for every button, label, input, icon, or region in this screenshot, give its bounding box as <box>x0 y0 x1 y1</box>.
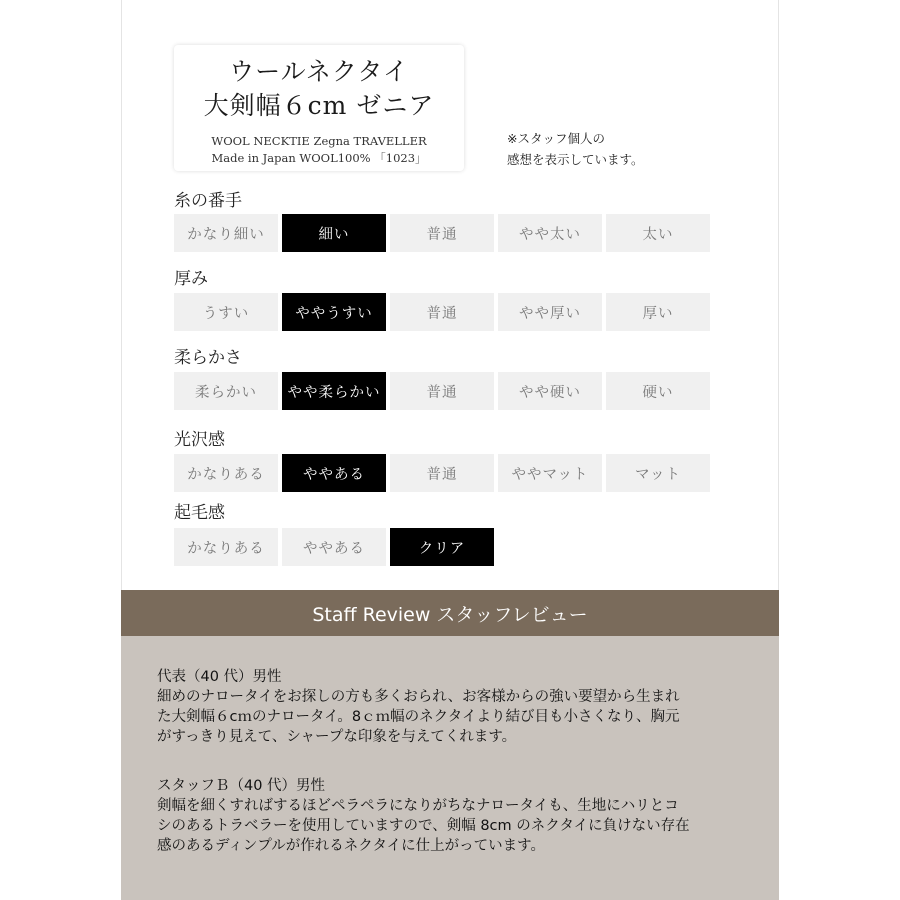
rating-label-softness: 柔らかさ <box>174 348 242 368</box>
rating-option-selected: ややうすい <box>282 293 386 331</box>
product-title-line-1: ウールネクタイ <box>229 57 409 86</box>
rating-option: マット <box>606 454 710 492</box>
rating-option-selected: 細い <box>282 214 386 252</box>
rating-option: 厚い <box>606 293 710 331</box>
review-author: スタッフＢ（40 代）男性 <box>157 778 326 794</box>
product-subtitle-line-1: WOOL NECKTIE Zegna TRAVELLER <box>211 134 427 148</box>
product-title-card <box>174 45 464 171</box>
rating-option: 普通 <box>390 293 494 331</box>
review-text-line: 剣幅を細くすればするほどペラペラになりがちなナロータイも、生地にハリとコ <box>157 798 679 814</box>
rating-option: 柔らかい <box>174 372 278 410</box>
note-line-2: 感想を表示しています。 <box>507 152 644 167</box>
review-item <box>157 776 757 856</box>
staff-review-heading: Staff Review スタッフレビュー <box>121 590 779 636</box>
review-text-line: シのあるトラベラーを使用していますので、剣幅 8cm のネクタイに負けない存在 <box>157 818 690 834</box>
rating-label-thickness: 厚み <box>174 269 208 289</box>
note-line-1: ※スタッフ個人の <box>507 131 605 146</box>
rating-option-selected: やや柔らかい <box>282 372 386 410</box>
rating-option: ややマット <box>498 454 602 492</box>
rating-option-selected: クリア <box>390 528 494 566</box>
rating-option: 硬い <box>606 372 710 410</box>
rating-label-gloss: 光沢感 <box>174 430 225 450</box>
rating-option: やや太い <box>498 214 602 252</box>
staff-review-section <box>121 636 779 900</box>
rating-label-nap: 起毛感 <box>174 503 225 523</box>
rating-option: うすい <box>174 293 278 331</box>
rating-option: ややある <box>282 528 386 566</box>
rating-option: やや硬い <box>498 372 602 410</box>
rating-label-yarn-count: 糸の番手 <box>174 191 242 211</box>
review-item <box>157 667 757 747</box>
review-text-line: 感のあるディンプルが作れるネクタイに仕上がっています。 <box>157 838 546 854</box>
rating-option: かなりある <box>174 528 278 566</box>
staff-opinion-note <box>507 128 644 170</box>
review-text-line: 細めのナロータイをお探しの方も多くおられ、お客様からの強い要望から生まれ <box>157 689 680 705</box>
review-text-line: た大剣幅６cｍのナロータイ。8ｃｍ幅のネクタイより結び目も小さくなり、胸元 <box>157 709 680 725</box>
rating-option-selected: ややある <box>282 454 386 492</box>
product-title-line-2: 大剣幅６cm ゼニア <box>203 91 435 120</box>
rating-option: 太い <box>606 214 710 252</box>
review-text-line: がすっきり見えて、シャープな印象を与えてくれます。 <box>157 729 517 745</box>
rating-option: 普通 <box>390 372 494 410</box>
product-subtitle-line-2: Made in Japan WOOL100% 「1023」 <box>211 151 427 165</box>
rating-option: かなりある <box>174 454 278 492</box>
rating-option: 普通 <box>390 214 494 252</box>
rating-option: 普通 <box>390 454 494 492</box>
rating-option: かなり細い <box>174 214 278 252</box>
rating-option: やや厚い <box>498 293 602 331</box>
review-author: 代表（40 代）男性 <box>157 669 282 685</box>
